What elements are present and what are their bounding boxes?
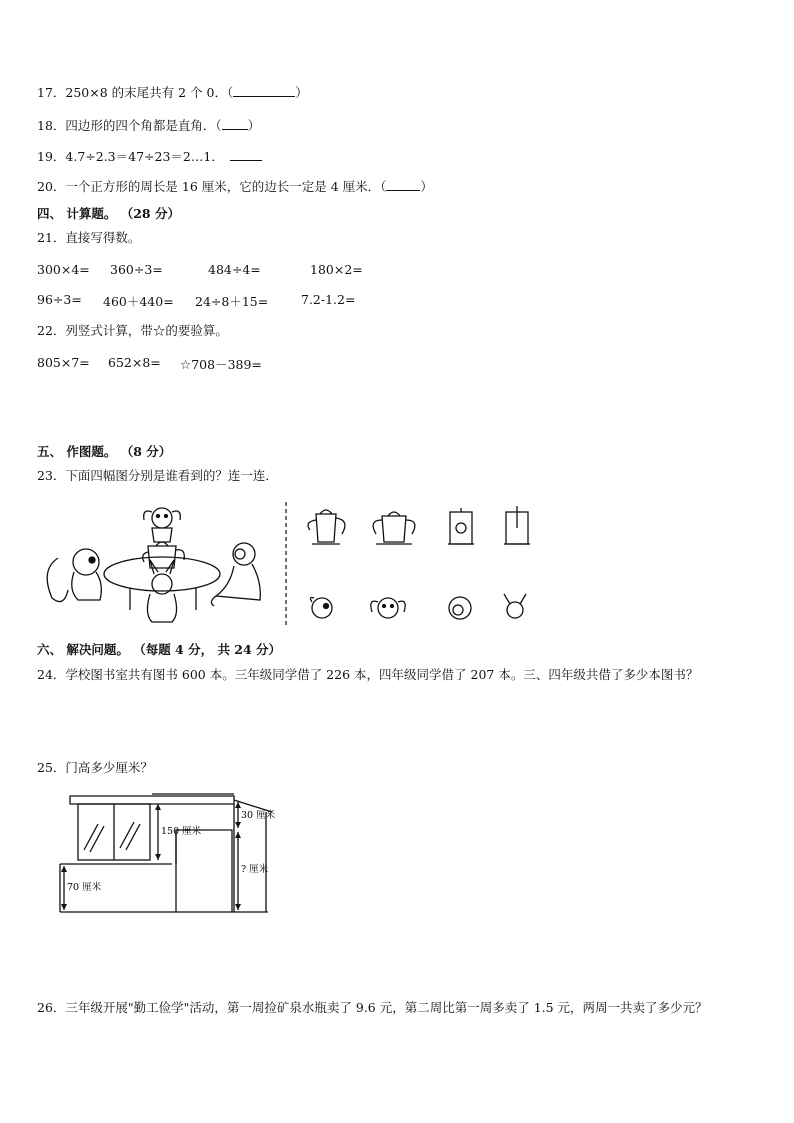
- vertical-calc-item: 652×8=: [108, 355, 161, 370]
- answer-blank[interactable]: [233, 84, 295, 97]
- section-heading-calculation: 四、 计算题。 （28 分）: [37, 206, 180, 221]
- dog-icon: [144, 508, 181, 542]
- squirrel-icon: [47, 549, 101, 602]
- label-150: 150 厘米: [161, 826, 202, 837]
- calc-item: 360÷3=: [110, 262, 163, 277]
- calc-item: 484÷4=: [208, 262, 261, 277]
- squirrel-head-icon: [310, 598, 332, 619]
- vertical-calc-item: ☆708－389=: [180, 357, 262, 372]
- teapot-center-icon: [143, 542, 185, 568]
- section-heading-drawing: 五、 作图题。 （8 分）: [37, 444, 172, 459]
- teapot-view-front-icon: [373, 512, 415, 544]
- question-20: 20．一个正方形的周长是 16 厘米，它的边长一定是 4 厘米．（ ）: [37, 179, 433, 194]
- calc-item: 96÷3=: [37, 292, 82, 307]
- calc-item: 24÷8＋15=: [195, 294, 269, 309]
- calc-item: 7.2-1.2=: [301, 292, 356, 307]
- question-17: 17．250×8 的末尾共有 2 个 0．（ ）: [37, 85, 308, 100]
- vertical-calc-item: 805×7=: [37, 355, 90, 370]
- question-24: 24．学校图书室共有图书 600 本。三年级同学借了 226 本，四年级同学借了 207 本。三、四年级共借了多少本图书？: [37, 667, 699, 682]
- door-frame: [176, 830, 232, 912]
- monkey-icon: [211, 543, 260, 606]
- rabbit-head-icon: [504, 594, 526, 618]
- question-25: 25．门高多少厘米？: [37, 760, 153, 775]
- answer-blank[interactable]: [230, 148, 262, 161]
- question-19: 19．4.7÷2.3＝47÷23＝2…1．: [37, 148, 262, 165]
- calc-item: 460＋440=: [103, 294, 174, 309]
- monkey-head-icon: [449, 597, 471, 619]
- question-23-title: 23．下面四幅图分别是谁看到的？连一连．: [37, 468, 278, 483]
- label-30: 30 厘米: [241, 810, 276, 821]
- answer-blank[interactable]: [222, 117, 248, 130]
- label-70: 70 厘米: [67, 882, 102, 893]
- calc-item: 180×2=: [310, 262, 363, 277]
- label-door: ? 厘米: [241, 864, 269, 875]
- section-heading-problem-solving: 六、 解决问题。 （每题 4 分， 共 24 分）: [37, 642, 282, 657]
- question-21-title: 21．直接写得数。: [37, 230, 141, 245]
- question-26: 26．三年级开展"勤工俭学"活动，第一周捡矿泉水瓶卖了 9.6 元，第二周比第一周多卖了 1.5 元，两周一共卖了多少元？: [37, 1000, 708, 1015]
- calc-item: 300×4=: [37, 262, 90, 277]
- view-matching-figure: [38, 498, 538, 633]
- answer-blank[interactable]: [386, 178, 420, 191]
- question-22-title: 22．列竖式计算，带☆的要验算。: [37, 323, 228, 338]
- roof-beam: [70, 796, 234, 804]
- question-18: 18．四边形的四个角都是直角．（ ）: [37, 118, 261, 133]
- door-height-figure: [52, 790, 282, 920]
- teapot-view-side-icon: [308, 510, 345, 544]
- teapot-view-handle-icon: [448, 508, 474, 544]
- teapot-view-spout-icon: [504, 506, 530, 544]
- dog-head-icon: [371, 598, 405, 618]
